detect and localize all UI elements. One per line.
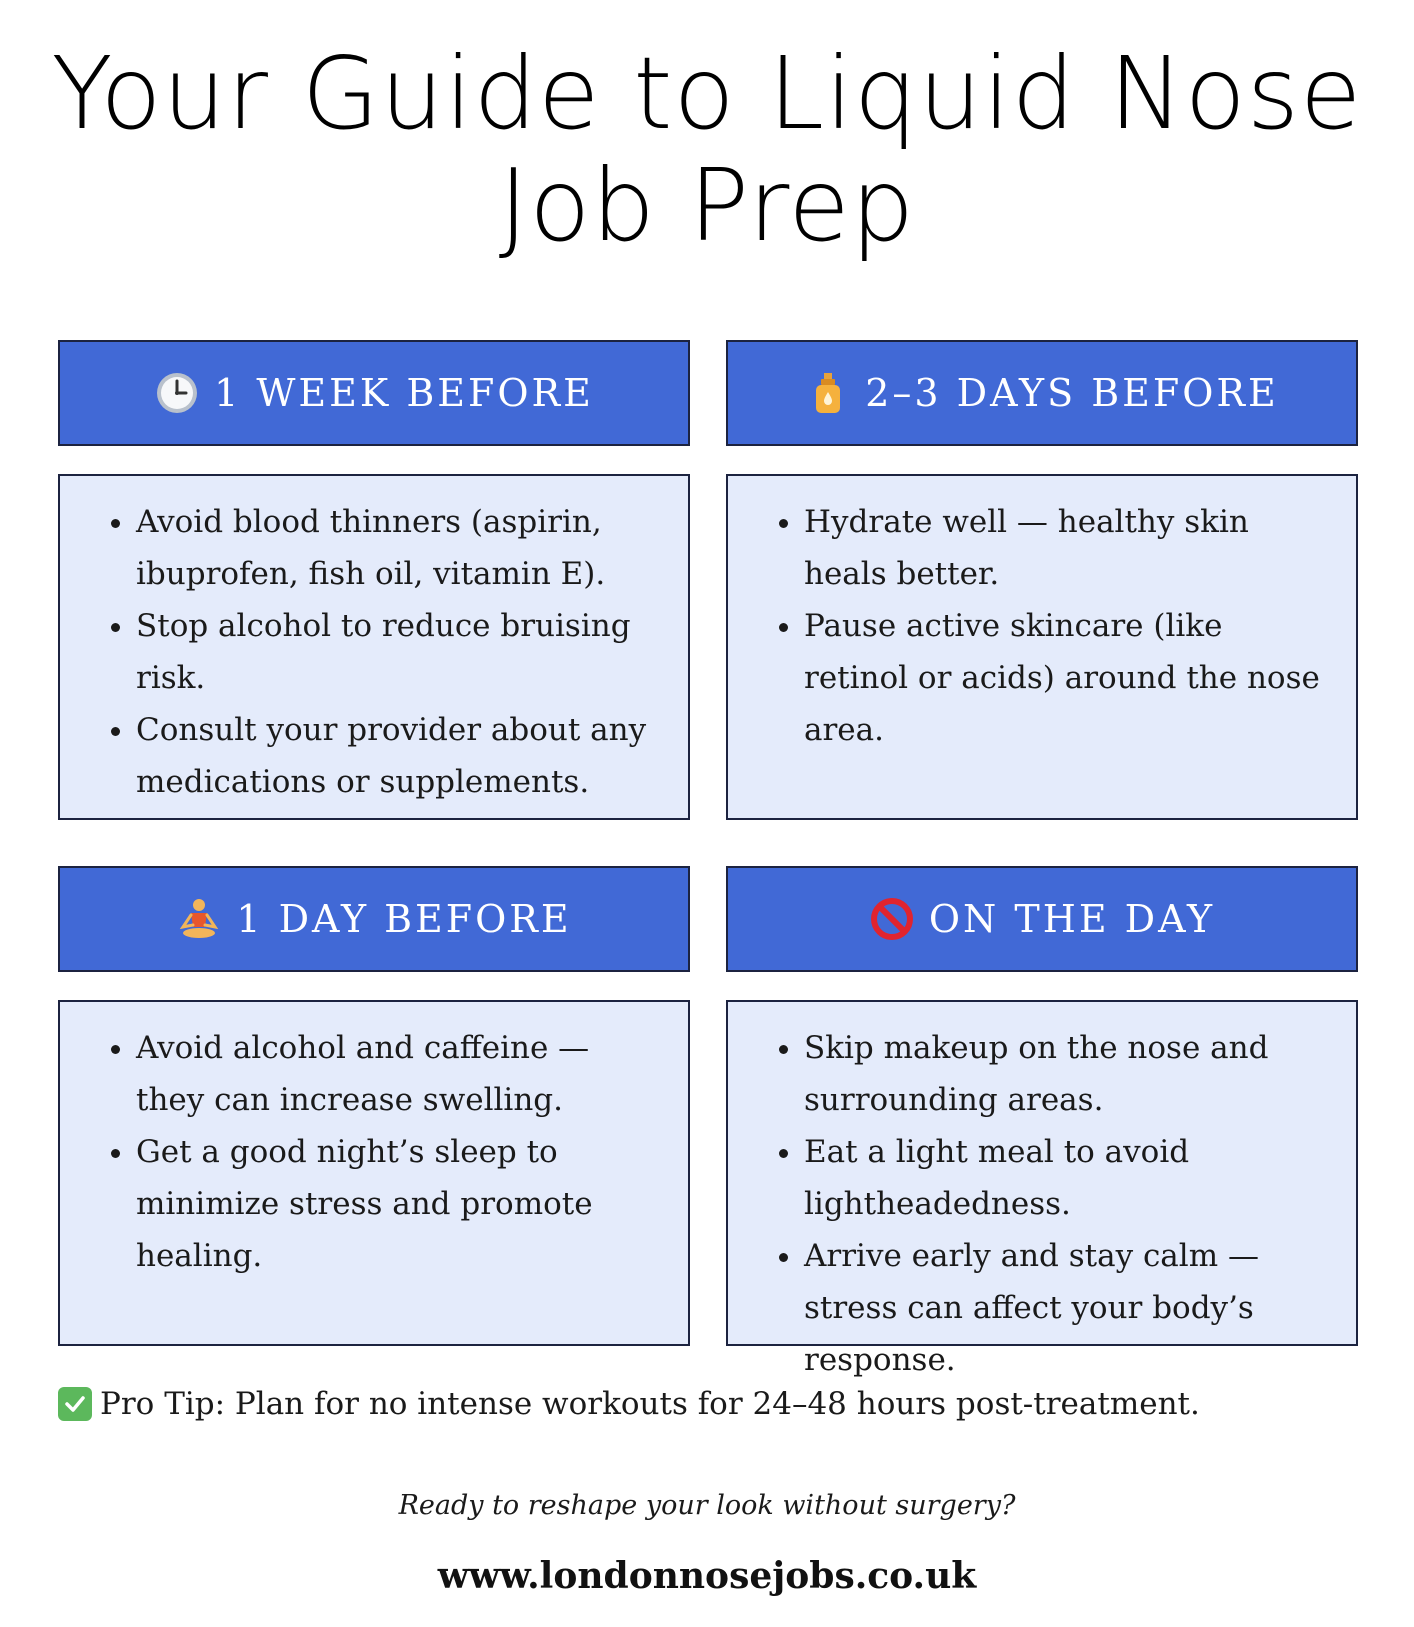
bullet-list <box>748 496 1332 756</box>
meditation-person-icon <box>176 896 222 942</box>
pro-tip-text: Pro Tip: Plan for no intense workouts for 24–48 hours post-treatment. <box>100 1386 1200 1422</box>
section-card-1-week-before <box>58 474 690 820</box>
bullet-list <box>80 496 664 808</box>
title-line-1: Your Guide to Liquid Nose <box>51 35 1363 152</box>
list-item: • Avoid blood thinners (aspirin, ibuprofen, fish oil, vitamin E). <box>136 496 664 600</box>
section-heading: 1 WEEK BEFORE <box>214 371 594 415</box>
section-header-1-week-before <box>58 340 690 446</box>
list-item: • Eat a light meal to avoid lightheadedness. <box>804 1126 1332 1230</box>
list-item: • Get a good night’s sleep to minimize stress and promote healing. <box>136 1126 664 1282</box>
list-item: • Consult your provider about any medications or supplements. <box>136 704 664 808</box>
website-link[interactable]: www.londonnosejobs.co.uk <box>437 1555 977 1597</box>
section-heading: 1 DAY BEFORE <box>236 897 572 941</box>
pro-tip <box>58 1386 1200 1422</box>
footer-question: Ready to reshape your look without surgery? <box>398 1490 1016 1521</box>
list-item: • Arrive early and stay calm — stress can affect your body’s response. <box>804 1230 1332 1386</box>
lotion-bottle-icon <box>805 370 851 416</box>
section-heading: 2–3 DAYS BEFORE <box>865 371 1279 415</box>
list-item: • Stop alcohol to reduce bruising risk. <box>136 600 664 704</box>
title-line-2: Job Prep <box>498 147 916 264</box>
section-heading: ON THE DAY <box>928 897 1216 941</box>
list-item: • Skip makeup on the nose and surrounding areas. <box>804 1022 1332 1126</box>
clock-icon <box>154 370 200 416</box>
list-item: • Avoid alcohol and caffeine — they can increase swelling. <box>136 1022 664 1126</box>
section-card-2-3-days-before <box>726 474 1358 820</box>
page-title <box>0 35 1414 264</box>
section-card-1-day-before <box>58 1000 690 1346</box>
section-header-1-day-before <box>58 866 690 972</box>
check-mark-icon <box>58 1387 92 1421</box>
section-header-on-the-day <box>726 866 1358 972</box>
section-header-2-3-days-before <box>726 340 1358 446</box>
bullet-list <box>748 1022 1332 1386</box>
prohibited-icon <box>869 896 915 942</box>
list-item: • Hydrate well — healthy skin heals better. <box>804 496 1332 600</box>
section-card-on-the-day <box>726 1000 1358 1378</box>
list-item: • Pause active skincare (like retinol or acids) around the nose area. <box>804 600 1332 756</box>
bullet-list <box>80 1022 664 1282</box>
